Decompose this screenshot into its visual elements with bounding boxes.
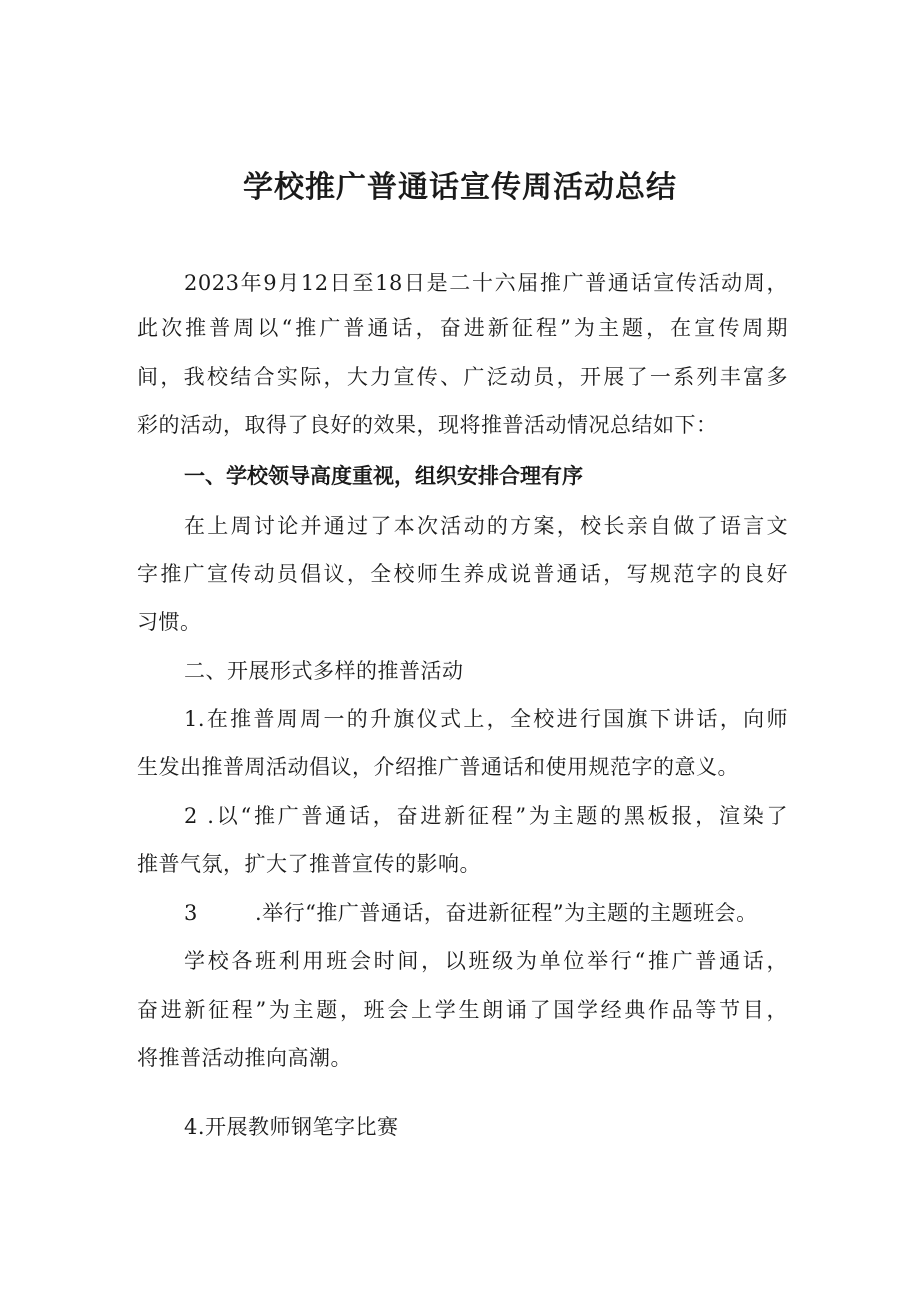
section1-line-1: 在上周讨论并通过了本次活动的方案，校长亲自做了语言文 <box>184 514 788 538</box>
intro-line-4: 彩的活动，取得了良好的效果，现将推普活动情况总结如下： <box>137 413 718 437</box>
section-heading-1: 一、学校领导高度重视，组织安排合理有序 <box>184 464 583 488</box>
item3-number: 3 <box>184 901 198 925</box>
intro-line-1: 2023年9月12日至18日是二十六届推广普通话宣传活动周， <box>184 271 788 295</box>
section-heading-2: 二、开展形式多样的推普活动 <box>184 659 464 683</box>
item3-body-line-1: 学校各班利用班会时间，以班级为单位举行“推广普通话， <box>184 949 788 973</box>
document-title: 学校推广普通话宣传周活动总结 <box>243 170 677 205</box>
item3-text: .举行“推广普通话，奋进新征程”为主题的主题班会。 <box>255 901 758 925</box>
item3-body-line-3: 将推普活动推向高潮。 <box>137 1046 352 1070</box>
item1-line-2: 生发出推普周活动倡议，介绍推广普通话和使用规范字的意义。 <box>137 755 739 779</box>
item3-body-line-2: 奋进新征程”为主题，班会上学生朗诵了国学经典作品等节目， <box>137 998 788 1022</box>
item1-line-1: 1.在推普周周一的升旗仪式上，全校进行国旗下讲话，向师 <box>184 707 788 731</box>
intro-line-2: 此次推普周以“推广普通话，奋进新征程”为主题，在宣传周期 <box>137 316 788 340</box>
item2-line-2: 推普气氛，扩大了推普宣传的影响。 <box>137 852 481 876</box>
item2-line-1: 2 .以“推广普通话，奋进新征程”为主题的黑板报，渲染了 <box>184 804 788 828</box>
section1-line-2: 字推广宣传动员倡议，全校师生养成说普通话，写规范字的良好 <box>137 562 788 586</box>
intro-line-3: 间，我校结合实际，大力宣传、广泛动员，开展了一系列丰富多 <box>137 365 788 389</box>
item4-line: 4.开展教师钢笔字比赛 <box>184 1115 399 1139</box>
section1-line-3: 习惯。 <box>137 610 202 634</box>
